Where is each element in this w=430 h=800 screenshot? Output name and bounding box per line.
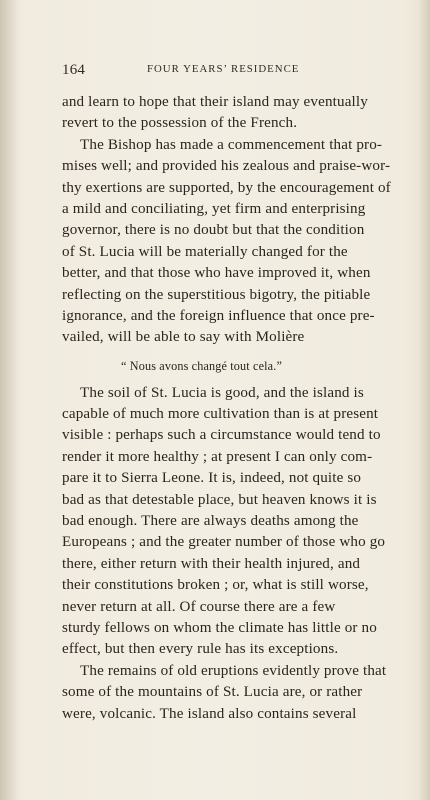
text-line: a mild and conciliating, yet firm and enterprising xyxy=(62,200,366,217)
text-line: better, and that those who have improved it, when xyxy=(62,265,371,282)
text-line: Europeans ; and the greater number of those who go xyxy=(62,534,386,551)
text-line: ignorance, and the foreign influence that once pre- xyxy=(62,307,375,324)
text-line: mises well; and provided his zealous and praise-wor- xyxy=(62,158,391,175)
page-number: 164 xyxy=(62,62,86,78)
text-line: pare it to Sierra Leone. It is, indeed, not quite so xyxy=(62,470,362,487)
text-line: capable of much more cultivation than is at present xyxy=(62,406,379,423)
text-line: The soil of St. Lucia is good, and the island is xyxy=(80,384,364,401)
text-line: visible : perhaps such a circumstance would tend to xyxy=(62,427,381,444)
page-fold-shadow xyxy=(0,0,18,800)
running-head: FOUR YEARS’ RESIDENCE xyxy=(147,63,300,75)
text-line: revert to the possession of the French. xyxy=(62,115,298,132)
text-line: their constitutions broken ; or, what is still worse, xyxy=(62,577,369,594)
page-header xyxy=(62,62,338,80)
text-line: bad enough. There are always deaths among the xyxy=(62,513,359,530)
text-line: sturdy fellows on whom the climate has little or no xyxy=(62,619,377,636)
text-line: of St. Lucia will be materially changed for the xyxy=(62,243,348,260)
text-line: were, volcanic. The island also contains several xyxy=(62,705,357,722)
text-line: and learn to hope that their island may eventually xyxy=(62,94,368,110)
text-line: render it more healthy ; at present I can only com- xyxy=(62,448,373,465)
text-line: vailed, will be able to say with Molière xyxy=(62,329,305,346)
text-line: reflecting on the superstitious bigotry, the pitiable xyxy=(62,286,371,303)
text-line: governor, there is no doubt but that the condition xyxy=(62,222,365,239)
text-line: The remains of old eruptions evidently prove that xyxy=(80,662,387,679)
quotation: “ Nous avons changé tout cela.” xyxy=(121,358,282,373)
text-line: The Bishop has made a commencement that pro- xyxy=(80,136,383,153)
text-line: bad as that detestable place, but heaven knows it is xyxy=(62,491,377,508)
page-edge-shadow xyxy=(418,0,430,800)
text-line: never return at all. Of course there are a few xyxy=(62,598,336,615)
page-text xyxy=(62,92,391,725)
text-line: effect, but then every rule has its exceptions. xyxy=(62,641,339,658)
text-line: thy exertions are supported, by the encouragement of xyxy=(62,179,391,196)
text-line: some of the mountains of St. Lucia are, or rather xyxy=(62,684,363,701)
text-line: there, either return with their health injured, and xyxy=(62,555,361,572)
